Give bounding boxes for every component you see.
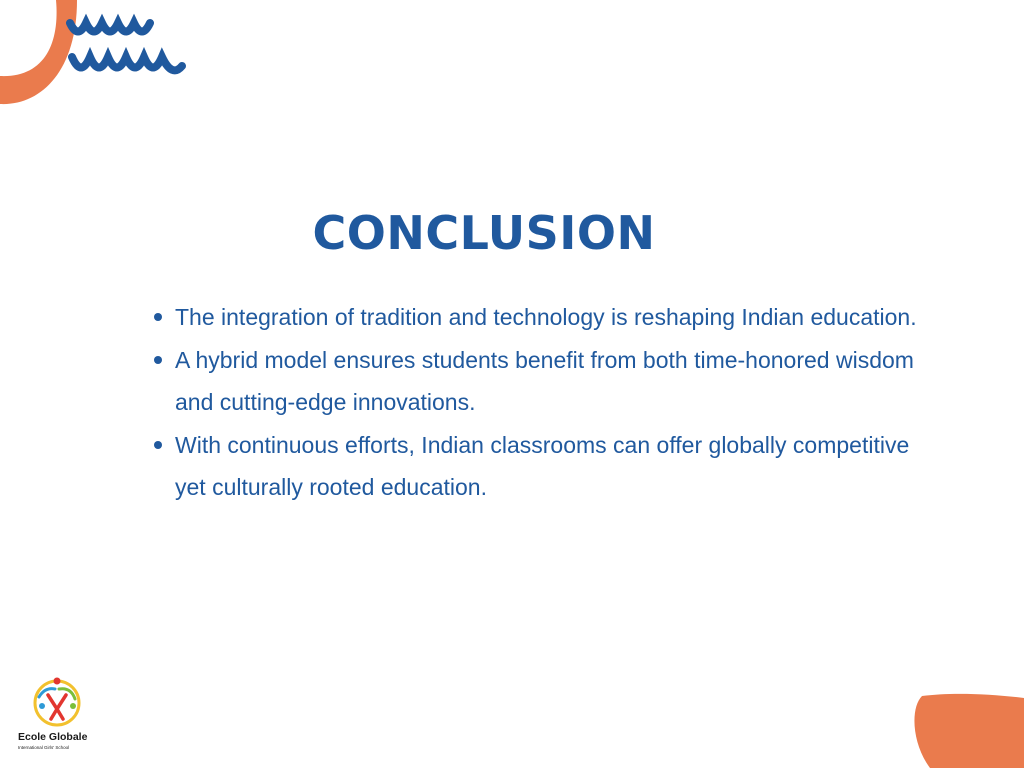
orange-ring-shape [0,0,77,104]
bullet-text: A hybrid model ensures students benefit from both time-honored wisdom and cutting-edge innovations. [175,346,914,415]
bullet-item [152,296,942,339]
bullet-dot [154,313,162,321]
bullet-dot [154,441,162,449]
bullet-list [152,296,942,509]
bullet-dot [154,356,162,364]
orange-blob-shape [914,694,1024,768]
logo-name: Ecole Globale [18,731,88,743]
logo-figures-icon [31,675,83,729]
slide-title: CONCLUSION [312,206,656,260]
logo-tagline: International Girls' School [18,745,70,750]
blue-wave-bottom-shape [72,57,182,70]
blue-wave-top-shape [70,23,150,32]
decorative-shape-bottom [912,692,1024,768]
bullet-text: The integration of tradition and technology is reshaping Indian education. [175,304,917,330]
school-logo [18,675,98,755]
bullet-text: With continuous efforts, Indian classrooms can offer globally competitive yet culturally rooted education. [175,431,910,500]
decorative-shapes-top [0,0,200,120]
bullet-item [152,339,942,424]
bullet-item [152,424,942,509]
